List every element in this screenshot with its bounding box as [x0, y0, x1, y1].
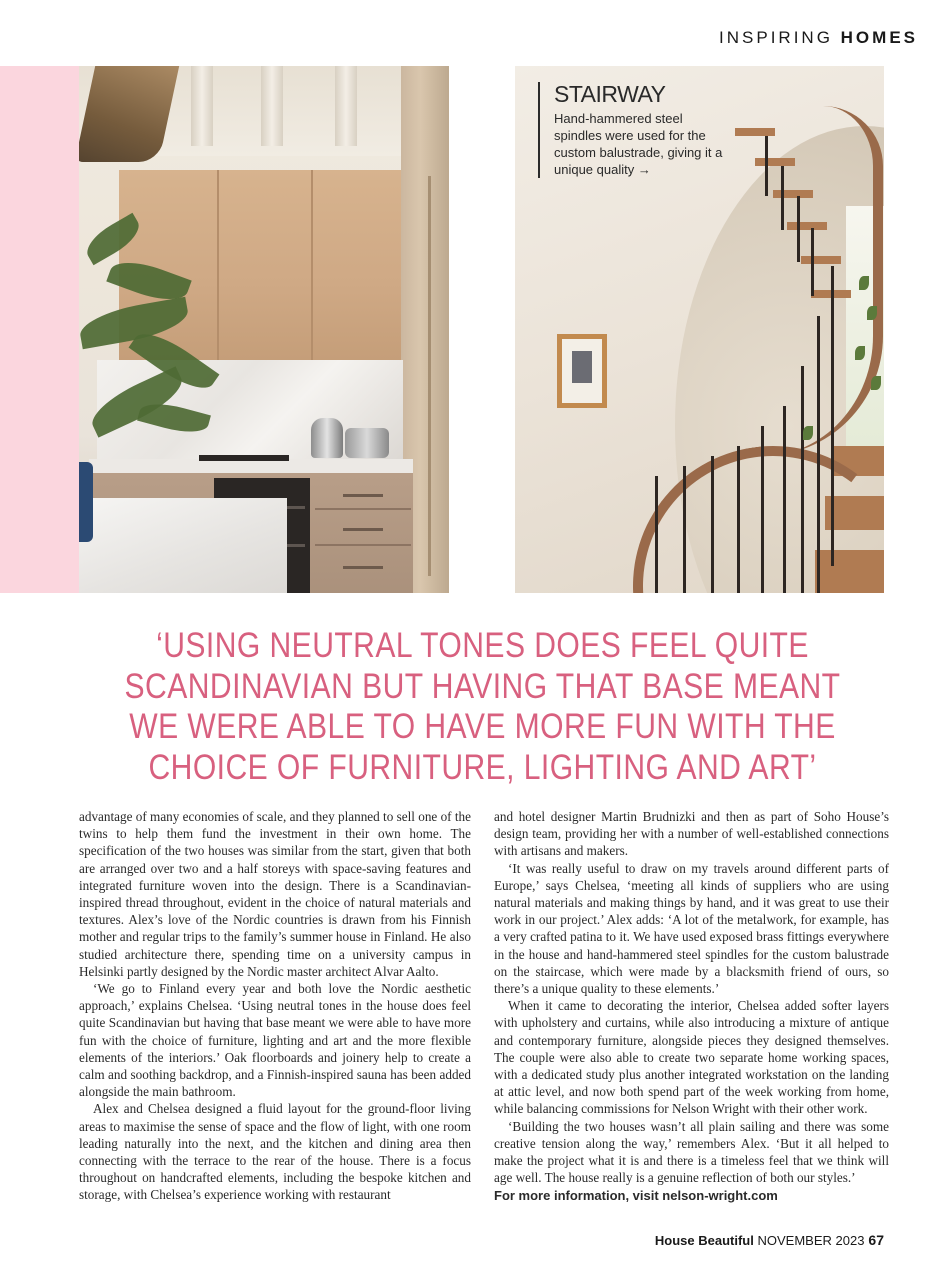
hob	[199, 455, 289, 461]
steel-spindle	[683, 466, 686, 593]
leaf	[855, 346, 865, 360]
leaf	[867, 306, 877, 320]
steel-spindle	[765, 136, 768, 196]
cabinet-seam	[311, 170, 313, 360]
steel-spindle	[783, 406, 786, 593]
steel-spindle	[817, 316, 820, 593]
section-title-bold: HOMES	[840, 28, 918, 47]
paragraph: Alex and Chelsea designed a fluid layout for the ground-floor living areas to maximise the sense of space and the flow of light, with one room leading naturally into the next, and the kitchen and dining area then connecting with the terrace to the rear of the house. There is a focus throughout on handcrafted elements, including the bespoke kitchen and storage, with Chelsea’s experience working with restaurant	[79, 1101, 471, 1203]
running-head	[719, 28, 918, 48]
marble-island	[79, 498, 287, 593]
paragraph: advantage of many economies of scale, and they planned to sell one of the twins to help them fund the investment in their own home. The specification of the two houses was similar from the start, given that both are arranged over two and a half storeys with space-saving features and integrated furniture woven into the design. There is a Scandinavian-inspired thread throughout, evident in the choice of natural materials and textures. Alex’s love of the Nordic countries is drawn from his Finnish mother and regular trips to the family’s summer house in Finland. He also studied architecture there, spending time on a university campus in Helsinki partly designed by the Nordic master architect Alvar Aalto.	[79, 809, 471, 979]
drawer-line	[315, 508, 411, 510]
steel-spindle	[737, 446, 740, 593]
blue-vase	[79, 462, 93, 542]
paragraph: ‘It was really useful to draw on my travels around different parts of Europe,’ says Chelsea, ‘meeting all kinds of suppliers who are using natural materials and making things by hand, and it was great to use their work in our project.’ Alex adds: ‘A lot of the metalwork, for example, has a very crafted patina to it. We have used exposed brass fittings everywhere in the house and hand-hammered steel spindles for the custom balustrade on the staircase, which were made by a blacksmith friend of ours, so there’s a unique quality to these elements.’	[494, 860, 889, 997]
ceiling-beam	[191, 66, 213, 146]
more-info-link[interactable]: For more information, visit nelson-wright.com	[494, 1188, 778, 1204]
steel-spindle	[811, 228, 814, 296]
photo-caption	[538, 82, 729, 178]
drawer-handle	[343, 528, 383, 531]
pink-accent-strip	[0, 66, 79, 593]
framed-artwork	[557, 334, 607, 408]
caption-text: Hand-hammered steel spindles were used for the custom balustrade, giving it a unique quality →	[554, 111, 723, 177]
countertop	[89, 459, 413, 473]
section-title-light: INSPIRING	[719, 28, 841, 47]
leaf	[859, 276, 869, 290]
paragraph: ‘Building the two houses wasn’t all plain sailing and there was some creative tension along the way,’ remembers Alex. ‘But it all helped to make the project what it is and there is a timeless feel that we think will age well. The house really is a genuine reflection of both our styles.’	[494, 1118, 889, 1186]
body-column-left	[79, 808, 471, 1204]
body-column-right	[494, 808, 889, 1204]
magazine-name: House Beautiful	[654, 1233, 754, 1248]
leaf	[803, 426, 813, 440]
steel-spindle	[711, 456, 714, 593]
kettle	[311, 418, 343, 458]
pull-quote: ‘USING NEUTRAL TONES DOES FEEL QUITE SCANDINAVIAN BUT HAVING THAT BASE MEANT WE WERE ABLE TO HAVE MORE FUN WITH THE CHOICE OF FURNITURE, LIGHTING AND ART’	[124, 626, 841, 787]
issue-date: NOVEMBER 2023	[753, 1233, 865, 1248]
steel-spindle	[761, 426, 764, 593]
drawer-handle	[343, 566, 383, 569]
drawer-line	[315, 544, 411, 546]
cabinet-seam	[217, 170, 219, 360]
ceiling-beam	[261, 66, 283, 146]
toaster	[345, 428, 389, 458]
kitchen-photo	[79, 66, 449, 593]
paragraph: and hotel designer Martin Brudnizki and then as part of Soho House’s design team, providing her with a number of well-established connections with artisans and makers.	[494, 809, 889, 859]
page-folio	[655, 1232, 884, 1248]
steel-spindle	[797, 196, 800, 262]
steel-spindle	[801, 366, 804, 593]
page-number: 67	[868, 1232, 884, 1248]
steel-spindle	[781, 166, 784, 230]
paragraph: ‘We go to Finland every year and both love the Nordic aesthetic approach,’ explains Chelsea. ‘Using neutral tones in the house does feel quite Scandinavian but having that base meant we were able to have more fun with the choice of furniture, lighting and art and the more flexible elements of the interiors.’ Oak floorboards and joinery help to create a calm and soothing backdrop, and a Finnish-inspired sauna has been added alongside the main bathroom.	[79, 981, 471, 1100]
caption-title: STAIRWAY	[554, 81, 666, 107]
door-edge	[428, 176, 431, 576]
steel-spindle	[655, 476, 658, 593]
drawer-handle	[343, 494, 383, 497]
paragraph: When it came to decorating the interior, Chelsea added softer layers with upholstery and curtains, while also introducing a mixture of antique and contemporary furniture, alongside pieces they designed themselves. The couple were also able to create two separate home working spaces, with a dedicated study plus another integrated workstation on the landing at attic level, and now both spend part of the week working from home, while balancing commissions for Nelson Wright with their other work.	[494, 998, 889, 1117]
steel-spindle	[831, 266, 834, 566]
leaf	[871, 376, 881, 390]
ceiling-beam	[335, 66, 357, 146]
